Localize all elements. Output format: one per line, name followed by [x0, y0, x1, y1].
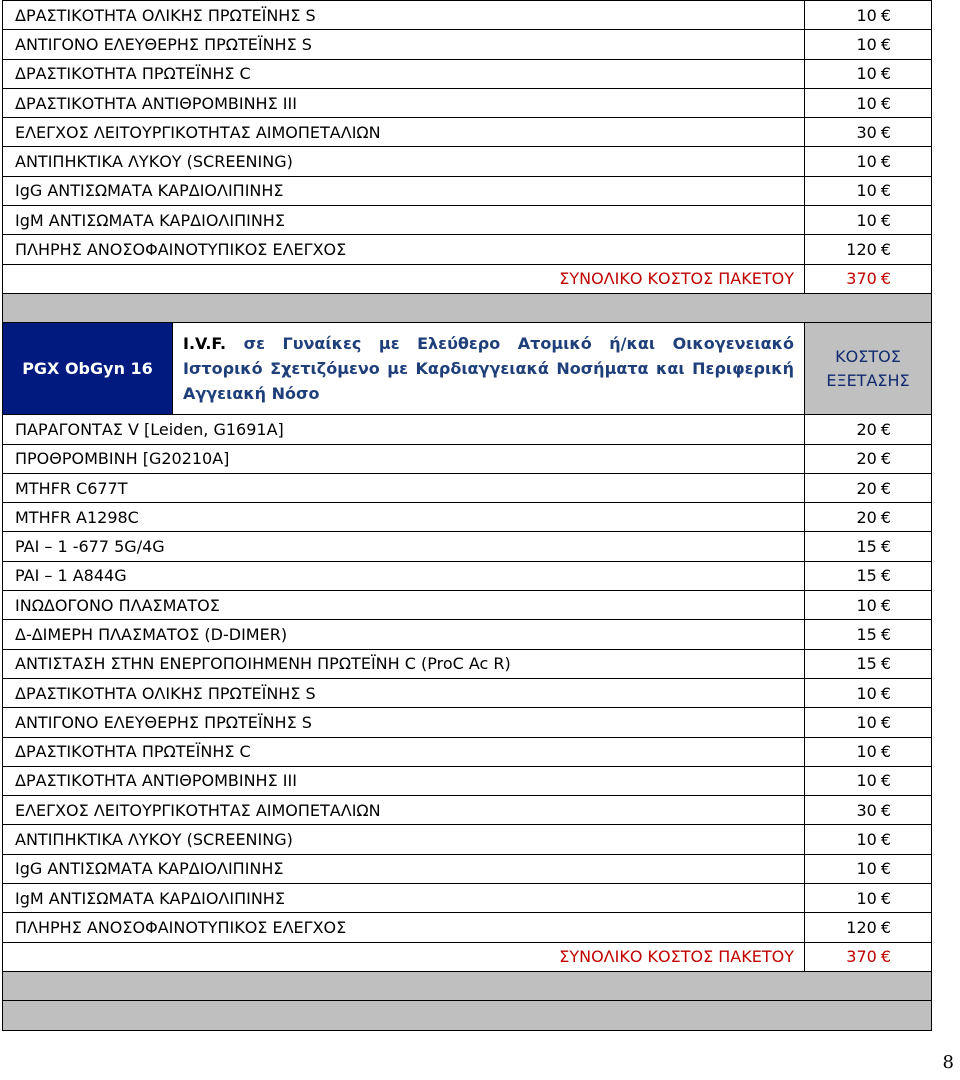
test-name: PAI – 1 A844G	[3, 562, 805, 590]
euro-sign: €	[880, 269, 891, 289]
total-price-cell	[805, 265, 931, 293]
test-name: ΔΡΑΣΤΙΚΟΤΗΤΑ ΑΝΤΙΘΡΟΜΒΙΝΗΣ ΙΙΙ	[3, 89, 805, 117]
cost-header-line1: ΚΟΣΤΟΣ	[835, 346, 901, 366]
test-price-cell	[805, 884, 931, 912]
table-row	[2, 678, 932, 707]
gray-separator-row	[2, 293, 932, 322]
table-row	[2, 205, 932, 234]
euro-sign: €	[880, 93, 891, 113]
table-row	[2, 707, 932, 736]
table-row	[2, 234, 932, 263]
table-row	[2, 854, 932, 883]
test-price-cell	[805, 532, 931, 560]
test-price-cell	[805, 89, 931, 117]
euro-sign: €	[880, 537, 891, 557]
euro-sign: €	[880, 947, 891, 967]
page-number: 8	[942, 1052, 954, 1073]
test-price-cell	[805, 118, 931, 146]
table-row	[2, 146, 932, 175]
test-name: PAI – 1 -677 5G/4G	[3, 532, 805, 560]
euro-sign: €	[880, 64, 891, 84]
table-row	[2, 117, 932, 146]
test-name: ΑΝΤΙΓΟΝΟ ΕΛΕΥΘΕΡΗΣ ΠΡΩΤΕΪΝΗΣ S	[3, 708, 805, 736]
total-price-cell	[805, 943, 931, 971]
euro-sign: €	[880, 449, 891, 469]
table-row	[2, 766, 932, 795]
euro-sign: €	[880, 34, 891, 54]
test-price: 10	[856, 771, 877, 791]
test-price-cell	[805, 767, 931, 795]
test-price: 15	[856, 624, 877, 644]
euro-sign: €	[880, 210, 891, 230]
euro-sign: €	[880, 800, 891, 820]
table-row	[2, 414, 932, 443]
euro-sign: €	[880, 595, 891, 615]
euro-sign: €	[880, 742, 891, 762]
test-name: IgG ΑΝΤΙΣΩΜΑΤΑ ΚΑΡΔΙΟΛΙΠΙΝΗΣ	[3, 177, 805, 205]
package-section	[2, 414, 932, 941]
test-price-cell	[805, 147, 931, 175]
total-price: 370	[846, 269, 877, 289]
table-row	[2, 561, 932, 590]
table-row	[2, 88, 932, 117]
test-price-cell	[805, 445, 931, 473]
euro-sign: €	[880, 771, 891, 791]
test-price: 30	[856, 122, 877, 142]
test-price-cell	[805, 503, 931, 531]
test-name: ΙΝΩΔΟΓΟΝΟ ΠΛΑΣΜΑΤΟΣ	[3, 591, 805, 619]
euro-sign: €	[880, 507, 891, 527]
table-row	[2, 531, 932, 560]
test-price: 10	[856, 64, 877, 84]
gray-separator-row	[2, 1000, 932, 1029]
test-name: ΠΛΗΡΗΣ ΑΝΟΣΟΦΑΙΝΟΤΥΠΙΚΟΣ ΕΛΕΓΧΟΣ	[3, 913, 805, 941]
euro-sign: €	[880, 5, 891, 25]
test-price-cell	[805, 415, 931, 443]
table-row	[2, 824, 932, 853]
test-name: ΑΝΤΙΠΗΚΤΙΚΑ ΛΥΚΟΥ (SCREENING)	[3, 147, 805, 175]
table-row	[2, 912, 932, 941]
package-title	[173, 323, 805, 414]
table-row	[2, 502, 932, 531]
test-price: 10	[856, 888, 877, 908]
test-name: ΠΡΟΘΡΟΜΒΙΝΗ [G20210A]	[3, 445, 805, 473]
test-price-cell	[805, 796, 931, 824]
test-price: 20	[856, 478, 877, 498]
cost-header	[805, 323, 931, 414]
test-name: ΑΝΤΙΓΟΝΟ ΕΛΕΥΘΕΡΗΣ ΠΡΩΤΕΪΝΗΣ S	[3, 30, 805, 58]
test-price-cell	[805, 708, 931, 736]
test-price: 15	[856, 566, 877, 586]
test-price-cell	[805, 1, 931, 29]
test-price: 10	[856, 152, 877, 172]
test-name: ΑΝΤΙΠΗΚΤΙΚΑ ΛΥΚΟΥ (SCREENING)	[3, 825, 805, 853]
table-row	[2, 59, 932, 88]
package-total-row	[2, 942, 932, 971]
euro-sign: €	[880, 683, 891, 703]
euro-sign: €	[880, 712, 891, 732]
test-name: ΕΛΕΓΧΟΣ ΛΕΙΤΟΥΡΓΙΚΟΤΗΤΑΣ ΑΙΜΟΠΕΤΑΛΙΩΝ	[3, 118, 805, 146]
test-price-cell	[805, 30, 931, 58]
test-price-cell	[805, 825, 931, 853]
test-price-cell	[805, 650, 931, 678]
test-price-cell	[805, 60, 931, 88]
test-name: ΔΡΑΣΤΙΚΟΤΗΤΑ ΑΝΤΙΘΡΟΜΒΙΝΗΣ ΙΙΙ	[3, 767, 805, 795]
test-price: 30	[856, 800, 877, 820]
euro-sign: €	[880, 654, 891, 674]
table-row	[2, 795, 932, 824]
test-price-cell	[805, 913, 931, 941]
table-row	[2, 444, 932, 473]
test-price: 10	[856, 34, 877, 54]
euro-sign: €	[880, 152, 891, 172]
test-price-cell	[805, 591, 931, 619]
test-name: ΔΡΑΣΤΙΚΟΤΗΤΑ ΠΡΩΤΕΪΝΗΣ C	[3, 60, 805, 88]
table-row	[2, 619, 932, 648]
euro-sign: €	[880, 624, 891, 644]
test-price: 20	[856, 507, 877, 527]
test-price: 10	[856, 181, 877, 201]
table-row	[2, 737, 932, 766]
euro-sign: €	[880, 566, 891, 586]
package-header	[2, 322, 932, 414]
test-name: IgG ΑΝΤΙΣΩΜΑΤΑ ΚΑΡΔΙΟΛΙΠΙΝΗΣ	[3, 855, 805, 883]
test-price: 120	[846, 240, 877, 260]
euro-sign: €	[880, 830, 891, 850]
test-price: 10	[856, 210, 877, 230]
top-total-row	[2, 264, 932, 293]
price-sheet	[2, 0, 932, 1031]
test-name: ΔΡΑΣΤΙΚΟΤΗΤΑ ΟΛΙΚΗΣ ΠΡΩΤΕΪΝΗΣ S	[3, 1, 805, 29]
table-row	[2, 883, 932, 912]
test-price: 10	[856, 93, 877, 113]
euro-sign: €	[880, 888, 891, 908]
test-price: 10	[856, 595, 877, 615]
test-price: 10	[856, 683, 877, 703]
package-code: PGX ObGyn 16	[3, 323, 173, 414]
euro-sign: €	[880, 478, 891, 498]
top-section	[2, 0, 932, 264]
euro-sign: €	[880, 240, 891, 260]
test-name: MTHFR C677T	[3, 474, 805, 502]
test-price: 10	[856, 5, 877, 25]
table-row	[2, 0, 932, 29]
test-price: 10	[856, 859, 877, 879]
test-price-cell	[805, 206, 931, 234]
test-name: ΠΑΡΑΓΟΝΤΑΣ V [Leiden, G1691A]	[3, 415, 805, 443]
test-price-cell	[805, 620, 931, 648]
test-price: 10	[856, 830, 877, 850]
test-price-cell	[805, 738, 931, 766]
test-price-cell	[805, 855, 931, 883]
test-price-cell	[805, 679, 931, 707]
test-name: ΠΛΗΡΗΣ ΑΝΟΣΟΦΑΙΝΟΤΥΠΙΚΟΣ ΕΛΕΓΧΟΣ	[3, 235, 805, 263]
table-bottom-border	[2, 1030, 932, 1031]
table-row	[2, 473, 932, 502]
test-price: 10	[856, 742, 877, 762]
test-price: 10	[856, 712, 877, 732]
test-name: ΔΡΑΣΤΙΚΟΤΗΤΑ ΠΡΩΤΕΪΝΗΣ C	[3, 738, 805, 766]
test-price: 20	[856, 449, 877, 469]
test-name: ΑΝΤΙΣΤΑΣΗ ΣΤΗΝ ΕΝΕΡΓΟΠΟΙΗΜΕΝΗ ΠΡΩΤΕΪΝΗ C (ProC Ac R)	[3, 650, 805, 678]
package-title-rest: σε Γυναίκες με Ελεύθερο Ατομικό ή/και Οικογενειακό Ιστορικό Σχετιζόμενο με Καρδιαγγειακά Νοσήματα και Περιφερική Αγγειακή Νόσο	[183, 334, 794, 404]
test-name: IgM ΑΝΤΙΣΩΜΑΤΑ ΚΑΡΔΙΟΛΙΠΙΝΗΣ	[3, 884, 805, 912]
euro-sign: €	[880, 419, 891, 439]
table-row	[2, 176, 932, 205]
euro-sign: €	[880, 122, 891, 142]
total-label: ΣΥΝΟΛΙΚΟ ΚΟΣΤΟΣ ΠΑΚΕΤΟΥ	[3, 943, 805, 971]
test-price-cell	[805, 177, 931, 205]
total-label: ΣΥΝΟΛΙΚΟ ΚΟΣΤΟΣ ΠΑΚΕΤΟΥ	[3, 265, 805, 293]
package-title-lead: I.V.F.	[183, 334, 227, 354]
test-price: 20	[856, 419, 877, 439]
test-price-cell	[805, 474, 931, 502]
table-row	[2, 29, 932, 58]
total-price: 370	[846, 947, 877, 967]
euro-sign: €	[880, 917, 891, 937]
test-name: Δ-ΔΙΜΕΡΗ ΠΛΑΣΜΑΤΟΣ (D-DIMER)	[3, 620, 805, 648]
gray-separator-row	[2, 971, 932, 1000]
test-price-cell	[805, 235, 931, 263]
test-name: ΔΡΑΣΤΙΚΟΤΗΤΑ ΟΛΙΚΗΣ ΠΡΩΤΕΪΝΗΣ S	[3, 679, 805, 707]
test-price: 15	[856, 537, 877, 557]
test-price-cell	[805, 562, 931, 590]
test-name: ΕΛΕΓΧΟΣ ΛΕΙΤΟΥΡΓΙΚΟΤΗΤΑΣ ΑΙΜΟΠΕΤΑΛΙΩΝ	[3, 796, 805, 824]
table-row	[2, 590, 932, 619]
table-row	[2, 649, 932, 678]
test-price: 120	[846, 917, 877, 937]
euro-sign: €	[880, 181, 891, 201]
cost-header-line2: ΕΞΕΤΑΣΗΣ	[826, 370, 910, 390]
euro-sign: €	[880, 859, 891, 879]
test-name: MTHFR A1298C	[3, 503, 805, 531]
test-price: 15	[856, 654, 877, 674]
test-name: IgM ΑΝΤΙΣΩΜΑΤΑ ΚΑΡΔΙΟΛΙΠΙΝΗΣ	[3, 206, 805, 234]
